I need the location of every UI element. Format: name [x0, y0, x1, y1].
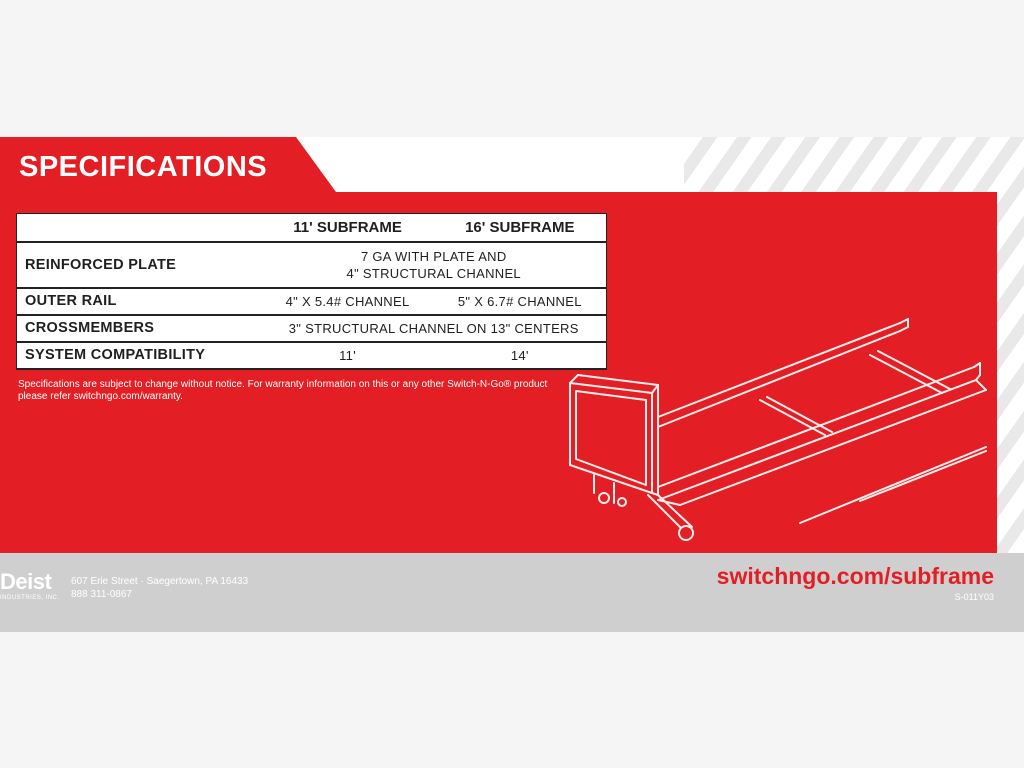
document-code: S-011Y03 [954, 592, 994, 602]
outer-rail-label: OUTER RAIL [17, 288, 262, 315]
crossmembers-label: CROSSMEMBERS [17, 315, 262, 342]
address-line: 607 Erie Street · Saegertown, PA 16433 [71, 576, 249, 587]
deist-logo [0, 570, 64, 608]
table-row-outer-rail [17, 288, 607, 315]
phone-number: 888 311-0867 [71, 589, 132, 600]
reinforced-plate-label: REINFORCED PLATE [17, 242, 262, 288]
spec-table [16, 213, 607, 370]
disclaimer-text: Specifications are subject to change without notice. For warranty information on this or any other Switch-N-Go® product please refer switchngo.com/warranty. [18, 379, 548, 402]
outer-rail-value-16: 5" X 6.7# CHANNEL [434, 288, 607, 315]
reinforced-plate-value-line1: 7 GA WITH PLATE AND [360, 248, 507, 264]
deist-logo-subtitle: INDUSTRIES, INC. [0, 595, 60, 601]
system-compatibility-label: SYSTEM COMPATIBILITY [17, 342, 262, 369]
deist-logo-word: Deist [0, 569, 52, 594]
spec-banner [0, 137, 1024, 632]
header-11-subframe: 11' SUBFRAME [262, 214, 434, 242]
table-row-crossmembers [17, 315, 607, 342]
table-row-system-compatibility [17, 342, 607, 369]
top-blank-area [0, 0, 1024, 137]
system-compatibility-value-11: 11' [262, 342, 434, 369]
reinforced-plate-value-line2: 4" STRUCTURAL CHANNEL [346, 265, 521, 281]
table-row-reinforced-plate [17, 242, 607, 288]
table-header-row [17, 214, 607, 242]
header-empty-cell [17, 214, 262, 242]
specifications-title: SPECIFICATIONS [19, 151, 268, 183]
reinforced-plate-value [262, 242, 607, 288]
bottom-blank-area [0, 632, 1024, 768]
system-compatibility-value-16: 14' [434, 342, 607, 369]
crossmembers-value: 3" STRUCTURAL CHANNEL ON 13" CENTERS [262, 315, 607, 342]
header-16-subframe: 16' SUBFRAME [434, 214, 607, 242]
subframe-illustration [560, 305, 990, 555]
website-link[interactable]: switchngo.com/subframe [716, 563, 994, 589]
company-address [71, 575, 248, 601]
outer-rail-value-11: 4" X 5.4# CHANNEL [262, 288, 434, 315]
